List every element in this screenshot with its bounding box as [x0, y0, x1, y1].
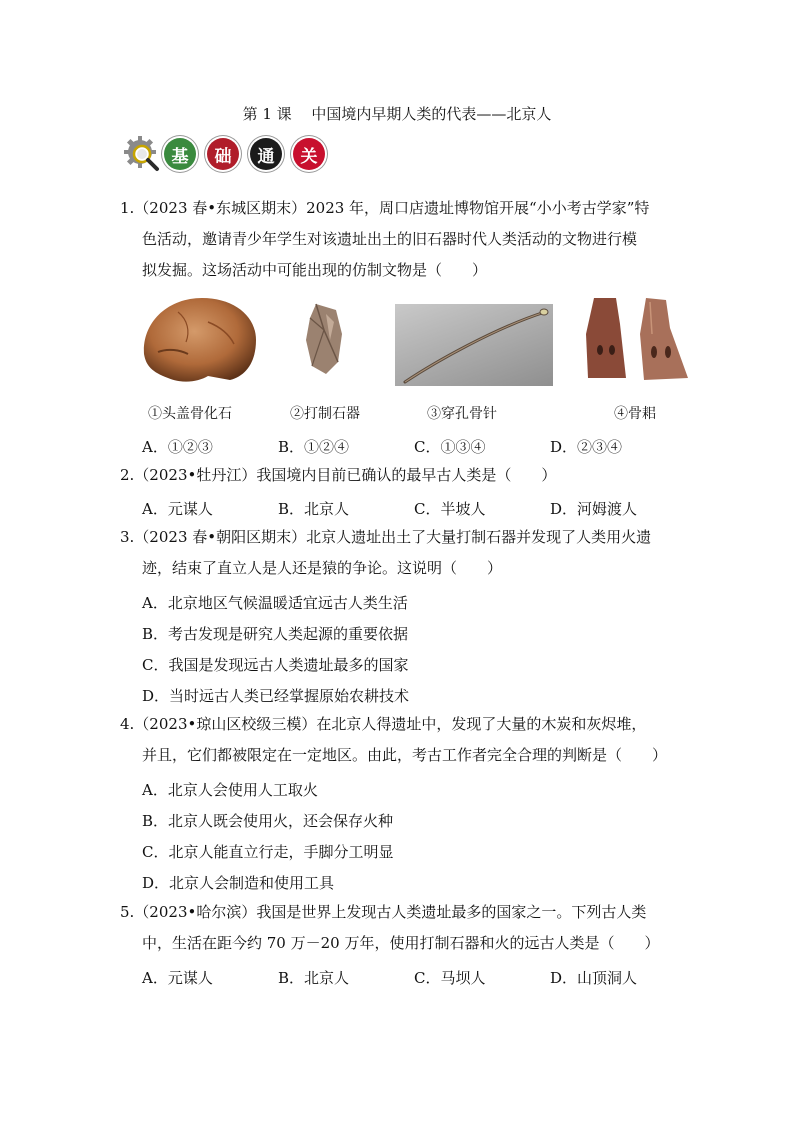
page-title: 第 1 课 中国境内早期人类的代表——北京人 [242, 105, 552, 123]
q4-option-c[interactable]: C．北京人能直立行走，手脚分工明显 [142, 843, 394, 861]
section-banner [124, 134, 336, 174]
caption-stone-tool: ②打制石器 [290, 406, 360, 422]
q1-line-1: 1.（2023 春•东城区期末）2023 年，周口店遗址博物馆开展“小小考古学家”特 [120, 199, 650, 217]
caption-skull: ①头盖骨化石 [148, 406, 232, 422]
q5-line-1: 5.（2023•哈尔滨）我国是世界上发现古人类遗址最多的国家之一。下列古人类 [120, 903, 647, 921]
badge-tong: 通 [250, 138, 282, 170]
bone-spade-image [580, 294, 698, 386]
question-3 [120, 522, 680, 584]
q4-line-1: 4.（2023•琼山区校级三模）在北京人得遗址中，发现了大量的木炭和灰烬堆， [120, 715, 647, 733]
gear-magnifier-icon [124, 136, 160, 172]
question-4 [120, 709, 680, 771]
question-2 [120, 460, 680, 491]
q1-option-b[interactable]: B．①②④ [278, 438, 350, 456]
q4-line-2: 并且，它们都被限定在一定地区。由此，考古工作者完全合理的判断是（ ） [142, 746, 668, 764]
bone-needle-image [395, 304, 553, 386]
q3-option-c[interactable]: C．我国是发现远古人类遗址最多的国家 [142, 656, 409, 674]
question-1 [120, 193, 680, 286]
q3-option-a[interactable]: A．北京地区气候温暖适宜远古人类生活 [142, 594, 408, 612]
q2-options [142, 498, 686, 519]
q4-option-b[interactable]: B．北京人既会使用火，还会保存火种 [142, 812, 394, 830]
badge-chu: 础 [207, 138, 239, 170]
q2-option-a[interactable]: A．元谋人 [142, 500, 213, 518]
q1-line-2: 色活动，邀请青少年学生对该遗址出土的旧石器时代人类活动的文物进行模 [142, 230, 638, 248]
skull-fossil-image [138, 292, 260, 386]
q1-option-c[interactable]: C．①③④ [414, 438, 486, 456]
q5-option-a[interactable]: A．元谋人 [142, 969, 213, 987]
chipped-stone-tool-image [300, 300, 348, 378]
q3-line-1: 3.（2023 春•朝阳区期末）北京人遗址出土了大量打制石器并发现了人类用火遗 [120, 528, 652, 546]
q5-option-d[interactable]: D．山顶洞人 [550, 969, 638, 987]
q2-option-b[interactable]: B．北京人 [278, 500, 350, 518]
q5-option-b[interactable]: B．北京人 [278, 969, 350, 987]
q2-option-d[interactable]: D．河姆渡人 [550, 500, 638, 518]
badge-guan: 关 [293, 138, 325, 170]
caption-bone-spade: ④骨耜 [614, 406, 656, 422]
q2-option-c[interactable]: C．半坡人 [414, 500, 486, 518]
q1-options [142, 436, 686, 457]
caption-bone-needle: ③穿孔骨针 [427, 406, 497, 422]
badge-ji: 基 [164, 138, 196, 170]
q4-option-d[interactable]: D．北京人会制造和使用工具 [142, 874, 335, 892]
q4-option-a[interactable]: A．北京人会使用人工取火 [142, 781, 318, 799]
q1-option-d[interactable]: D．②③④ [550, 438, 623, 456]
q5-options [142, 967, 686, 988]
q2-stem: 2.（2023•牡丹江）我国境内目前已确认的最早古人类是（ ） [120, 466, 557, 484]
q1-option-a[interactable]: A．①②③ [142, 438, 213, 456]
q5-option-c[interactable]: C．马坝人 [414, 969, 486, 987]
q3-option-d[interactable]: D．当时远古人类已经掌握原始农耕技术 [142, 687, 410, 705]
question-5 [120, 897, 680, 959]
q1-line-3: 拟发掘。这场活动中可能出现的仿制文物是（ ） [142, 261, 488, 279]
q3-option-b[interactable]: B．考古发现是研究人类起源的重要依据 [142, 625, 409, 643]
q3-line-2: 迹，结束了直立人是人还是猿的争论。这说明（ ） [142, 559, 503, 577]
q5-line-2: 中，生活在距今约 70 万－20 万年，使用打制石器和火的远古人类是（ ） [142, 934, 660, 952]
